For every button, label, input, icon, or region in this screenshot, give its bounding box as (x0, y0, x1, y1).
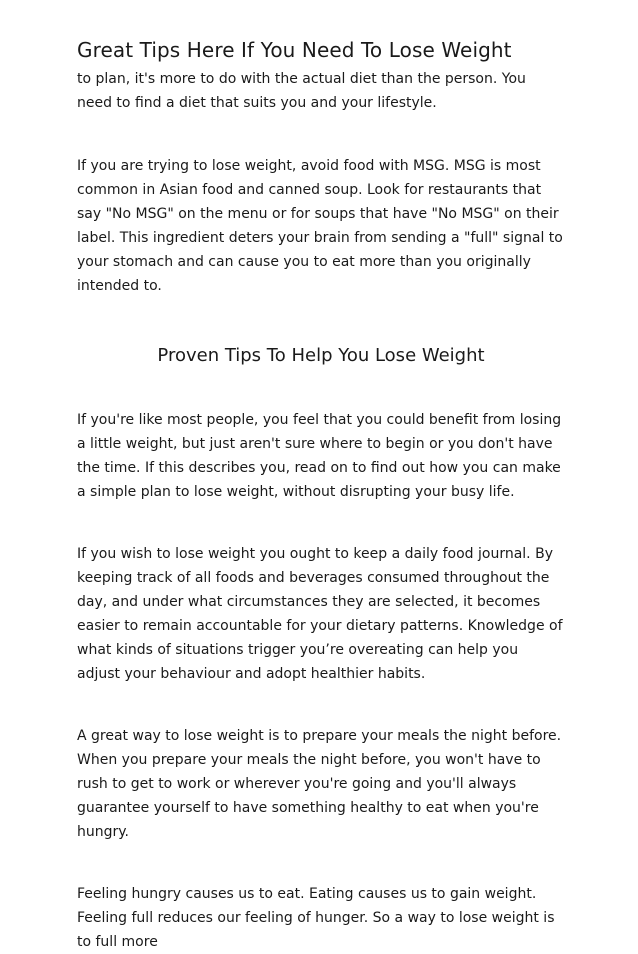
section-heading: Proven Tips To Help You Lose Weight (157, 345, 485, 366)
paragraph-msg: If you are trying to lose weight, avoid food with MSG. MSG is most common in Asian food and canned soup. Look for restaurants that say "No MSG" on the menu or for soups that have "No MSG" on their label. This ingredient deters your brain from sending a "full" signal to your stomach and can cause you to eat more than you originally intended to. (77, 158, 563, 294)
document-title: Great Tips Here If You Need To Lose Weight (77, 38, 512, 62)
paragraph-busy-life: If you're like most people, you feel that you could benefit from losing a little weight, but just aren't sure where to begin or you don't have the time. If this describes you, read on to find out how you can make a simple plan to lose weight, without disrupting your busy life. (77, 412, 562, 500)
paragraph-meal-prep: A great way to lose weight is to prepare your meals the night before. When you prepare your meals the night before, you won't have to rush to get to work or wherever you're going and you'll always guarantee yourself to have something healthy to eat when you're hungry. (77, 728, 562, 840)
paragraph-intro-continuation: to plan, it's more to do with the actual diet than the person. You need to find a diet that suits you and your lifestyle. (77, 71, 526, 111)
document-page (77, 36, 565, 954)
paragraph-food-journal: If you wish to lose weight you ought to keep a daily food journal. By keeping track of all foods and beverages consumed throughout the day, and under what circumstances they are selected, it becomes easier to remain accountable for your dietary patterns. Knowledge of what kinds of situations trigger you’re overeating can help you adjust your behaviour and adopt healthier habits. (77, 546, 563, 682)
paragraph-hunger: Feeling hungry causes us to eat. Eating causes us to gain weight. Feeling full reduces our feeling of hunger. So a way to lose weight is to full more (77, 886, 555, 950)
